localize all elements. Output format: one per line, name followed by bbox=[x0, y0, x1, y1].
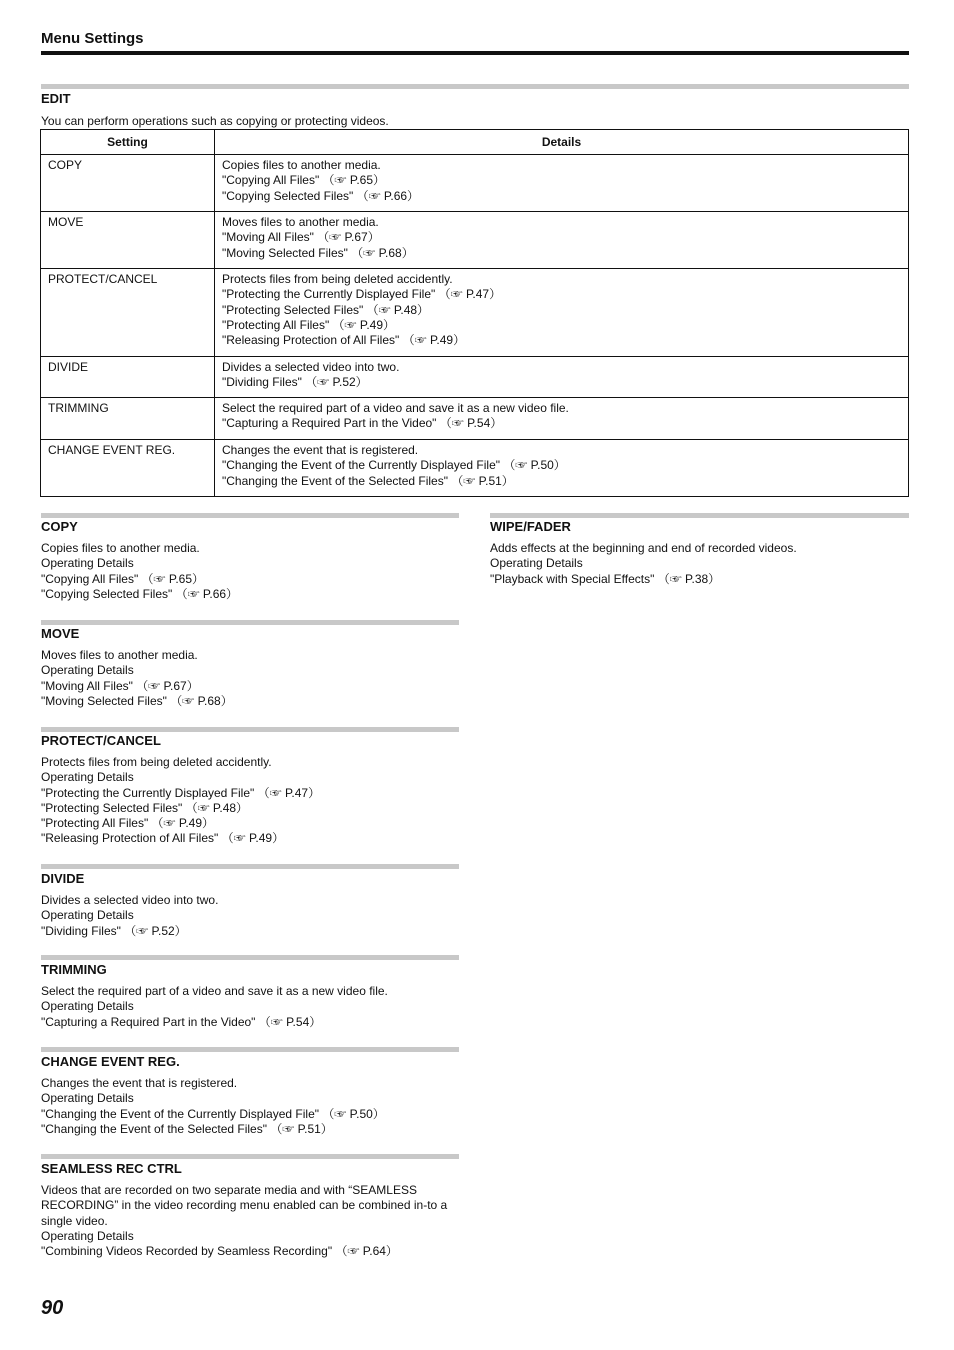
section-title-move: MOVE bbox=[41, 626, 80, 641]
details-cell bbox=[215, 398, 909, 440]
body-line: Select the required part of a video and save it as a new video file. bbox=[41, 984, 388, 998]
body-line: Operating Details bbox=[41, 663, 134, 678]
body-paragraph: Videos that are recorded on two separate media and with “SEAMLESS RECORDING” in the video recording menu enabled can be combined in-to a single video. bbox=[41, 1183, 448, 1228]
table-row bbox=[41, 155, 909, 212]
body-line: Operating Details bbox=[41, 1228, 134, 1243]
section-body-protect-cancel bbox=[41, 755, 461, 847]
section-title-protect-cancel: PROTECT/CANCEL bbox=[41, 733, 161, 748]
details-line: Moves files to another media. bbox=[222, 215, 379, 229]
section-title-divide: DIVIDE bbox=[41, 871, 85, 886]
edit-settings-table bbox=[40, 129, 909, 497]
section-title-trimming: TRIMMING bbox=[41, 962, 107, 977]
section-title-wipe-fader: WIPE/FADER bbox=[490, 519, 571, 534]
table-row bbox=[41, 212, 909, 269]
section-divider bbox=[490, 513, 909, 518]
body-line: Operating Details bbox=[41, 999, 134, 1014]
setting-cell: TRIMMING bbox=[41, 398, 215, 440]
page-link[interactable]: "Copying All Files" （☞ P.65） bbox=[222, 173, 386, 188]
section-divider bbox=[41, 864, 459, 869]
section-body-seamless-rec-ctrl bbox=[41, 1183, 461, 1259]
details-cell bbox=[215, 440, 909, 497]
page-link[interactable]: "Dividing Files" （☞ P.52） bbox=[222, 375, 368, 390]
details-line: Select the required part of a video and save it as a new video file. bbox=[222, 401, 569, 415]
table-row bbox=[41, 440, 909, 497]
page-link[interactable]: "Releasing Protection of All Files" （☞ P.49） bbox=[222, 333, 466, 348]
body-line: Operating Details bbox=[41, 770, 134, 785]
table-row bbox=[41, 398, 909, 440]
header-rule bbox=[41, 51, 909, 55]
page-link[interactable]: "Protecting Selected Files" （☞ P.48） bbox=[41, 800, 249, 815]
body-line: Divides a selected video into two. bbox=[41, 893, 219, 907]
section-body-wipe-fader bbox=[490, 541, 910, 587]
body-line: Operating Details bbox=[41, 556, 134, 571]
column-header-details: Details bbox=[215, 130, 909, 155]
page-link[interactable]: "Moving All Files" （☞ P.67） bbox=[222, 230, 380, 245]
body-line: Protects files from being deleted accidently. bbox=[41, 755, 272, 769]
setting-cell: CHANGE EVENT REG. bbox=[41, 440, 215, 497]
section-title-edit: EDIT bbox=[41, 91, 71, 106]
page-link[interactable]: "Protecting the Currently Displayed File" （☞ P.47） bbox=[41, 785, 321, 800]
section-divider bbox=[41, 955, 459, 960]
table-row bbox=[41, 357, 909, 398]
column-header-setting: Setting bbox=[41, 130, 215, 155]
details-line: Divides a selected video into two. bbox=[222, 360, 400, 374]
section-body-trimming bbox=[41, 984, 461, 1030]
table-header-row bbox=[41, 130, 909, 155]
table-row bbox=[41, 269, 909, 357]
page-number: 90 bbox=[41, 1297, 64, 1319]
page-link[interactable]: "Playback with Special Effects" （☞ P.38） bbox=[490, 571, 721, 586]
section-divider bbox=[41, 620, 459, 625]
page-link[interactable]: "Moving Selected Files" （☞ P.68） bbox=[222, 245, 414, 260]
page-link[interactable]: "Protecting All Files" （☞ P.49） bbox=[222, 317, 396, 332]
section-body-copy bbox=[41, 541, 461, 602]
page-link[interactable]: "Moving Selected Files" （☞ P.68） bbox=[41, 693, 233, 708]
details-line: Changes the event that is registered. bbox=[222, 443, 419, 457]
page-link[interactable]: "Copying Selected Files" （☞ P.66） bbox=[222, 188, 420, 203]
page-link[interactable]: "Copying All Files" （☞ P.65） bbox=[41, 571, 205, 586]
body-line: Moves files to another media. bbox=[41, 648, 198, 662]
edit-intro: You can perform operations such as copying or protecting videos. bbox=[41, 114, 389, 128]
page-link[interactable]: "Copying Selected Files" （☞ P.66） bbox=[41, 586, 239, 601]
details-cell bbox=[215, 357, 909, 398]
page-header-title: Menu Settings bbox=[41, 30, 144, 47]
section-divider bbox=[41, 513, 459, 518]
setting-cell: COPY bbox=[41, 155, 215, 212]
setting-cell: DIVIDE bbox=[41, 357, 215, 398]
page-link[interactable]: "Capturing a Required Part in the Video" （☞ P.54） bbox=[222, 416, 503, 431]
section-divider bbox=[41, 84, 909, 89]
section-title-copy: COPY bbox=[41, 519, 78, 534]
page-link[interactable]: "Moving All Files" （☞ P.67） bbox=[41, 678, 199, 693]
section-divider bbox=[41, 1047, 459, 1052]
page-link[interactable]: "Dividing Files" （☞ P.52） bbox=[41, 923, 187, 938]
body-line: Changes the event that is registered. bbox=[41, 1076, 238, 1090]
section-body-move bbox=[41, 648, 461, 709]
details-line: Protects files from being deleted accidently. bbox=[222, 272, 453, 286]
page-link[interactable]: "Capturing a Required Part in the Video" （☞ P.54） bbox=[41, 1014, 322, 1029]
page-link[interactable]: "Changing the Event of the Selected Files" （☞ P.51） bbox=[41, 1121, 333, 1136]
page-link[interactable]: "Protecting the Currently Displayed File" （☞ P.47） bbox=[222, 287, 502, 302]
body-line: Copies files to another media. bbox=[41, 541, 200, 555]
body-line: Adds effects at the beginning and end of recorded videos. bbox=[490, 541, 797, 555]
details-cell bbox=[215, 155, 909, 212]
body-line: Operating Details bbox=[490, 556, 583, 571]
section-divider bbox=[41, 1154, 459, 1159]
page-link[interactable]: "Changing the Event of the Currently Displayed File" （☞ P.50） bbox=[41, 1106, 385, 1121]
page-link[interactable]: "Releasing Protection of All Files" （☞ P.49） bbox=[41, 831, 285, 846]
section-body-change-event-reg bbox=[41, 1076, 461, 1137]
page-link[interactable]: "Protecting Selected Files" （☞ P.48） bbox=[222, 302, 430, 317]
section-body-divide bbox=[41, 893, 461, 939]
details-cell bbox=[215, 269, 909, 357]
section-divider bbox=[41, 727, 459, 732]
details-line: Copies files to another media. bbox=[222, 158, 381, 172]
setting-cell: MOVE bbox=[41, 212, 215, 269]
page-link[interactable]: "Changing the Event of the Selected Files" （☞ P.51） bbox=[222, 473, 514, 488]
setting-cell: PROTECT/CANCEL bbox=[41, 269, 215, 357]
details-cell bbox=[215, 212, 909, 269]
section-title-seamless-rec-ctrl: SEAMLESS REC CTRL bbox=[41, 1161, 182, 1176]
page-link[interactable]: "Protecting All Files" （☞ P.49） bbox=[41, 816, 215, 831]
page-link[interactable]: "Combining Videos Recorded by Seamless Recording" （☞ P.64） bbox=[41, 1244, 398, 1259]
page-link[interactable]: "Changing the Event of the Currently Displayed File" （☞ P.50） bbox=[222, 458, 566, 473]
body-line: Operating Details bbox=[41, 1091, 134, 1106]
section-title-change-event-reg: CHANGE EVENT REG. bbox=[41, 1054, 180, 1069]
body-line: Operating Details bbox=[41, 908, 134, 923]
